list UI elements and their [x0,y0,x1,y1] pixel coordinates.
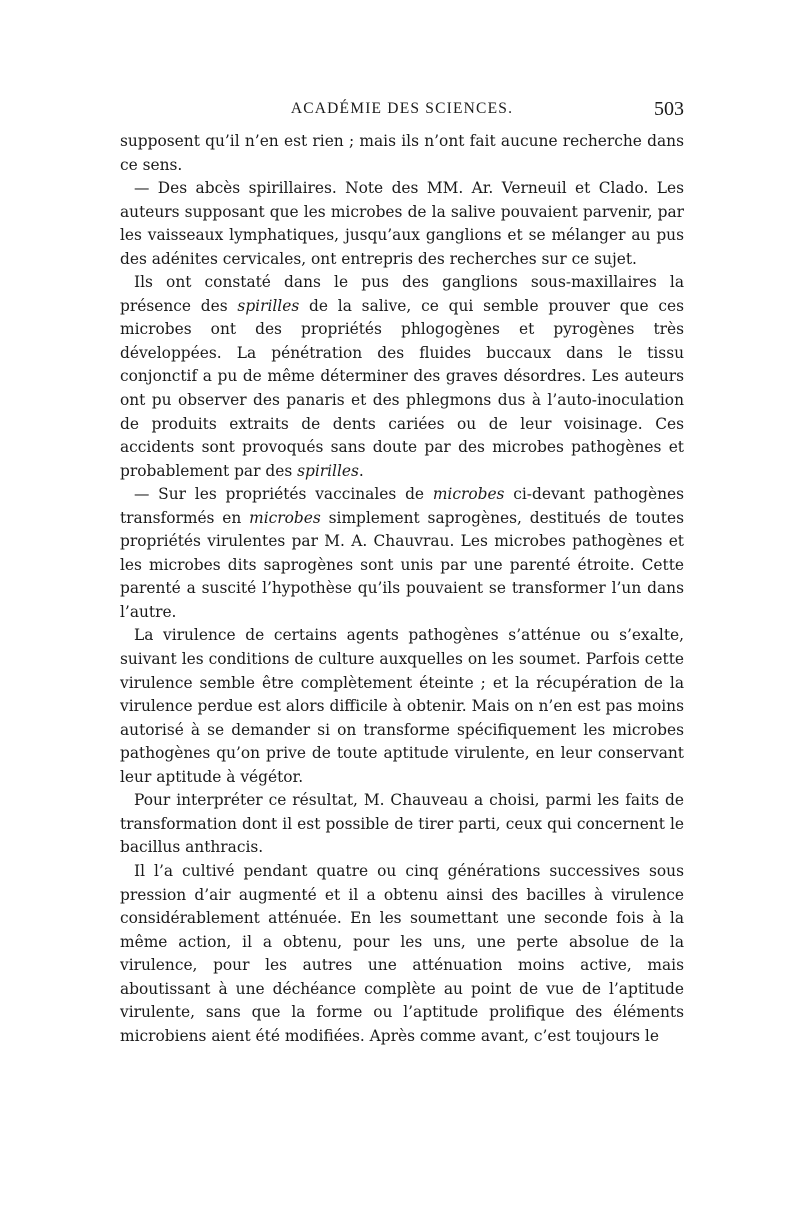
italic-term: microbes [249,508,321,527]
running-head [120,96,684,122]
text-run: — Sur les propriétés vaccinales de [134,485,433,504]
page-number: 503 [654,98,684,120]
running-title: ACADÉMIE DES SCIENCES. [290,100,514,117]
paragraph-2 [120,177,684,271]
paragraph-5 [120,624,684,789]
paragraph-4 [120,483,684,624]
text-run: Ils ont constaté dans le pus des ganglions sous-maxillaires la présence des [120,273,684,315]
paragraph-1 [120,130,684,177]
text-run: Il l’a cultivé pendant quatre ou cinq générations successives sous pression d’air augmenté et il a obtenu ainsi des bacilles à virulence considérablement atténuée. En les soumettant une seconde fois à la même action, il a obtenu, pour les uns, une perte absolue de la virulence, pour les autres une atténuation moins active, mais aboutissant à une déchéance complète au point de vue de l’aptitude virulente, sans que la forme ou l’aptitude prolifique des éléments microbiens aient été modifiées. Après comme avant, c’est toujours le [120,861,684,1045]
italic-term: spirilles [237,296,300,315]
text-run: . [358,461,364,480]
text-run: supposent qu’il n’en est rien ; mais ils n’ont fait aucune recherche dans ce sens. [120,132,684,174]
text-run: — Des abcès spirillaires. Note des MM. Ar. Verneuil et Clado. Les auteurs supposant que les microbes de la salive pouvaient parvenir, par les vaisseaux lymphatiques, jusqu’aux ganglions et se mélanger au pus des adénites cervicales, ont entrepris des recherches sur ce sujet. [120,179,684,268]
text-run: La virulence de certains agents pathogènes s’atténue ou s’exalte, suivant les conditions de culture auxquelles on les soumet. Parfois cette virulence semble être complètement éteinte ; et la récupération de la virulence perdue est alors difficile à obtenir. Mais on n’en est pas moins autorisé à se demander si on transforme spécifiquement les microbes pathogènes qu’on prive de toute aptitude virulente, en leur conservant leur aptitude à végétor. [120,626,684,786]
text-run: Pour interpréter ce résultat, M. Chauveau a choisi, parmi les faits de transformation dont il est possible de tirer parti, ceux qui concernent le bacillus anthracis. [120,791,684,857]
paragraph-6 [120,789,684,860]
text-run: simplement saprogènes, destitués de toutes propriétés virulentes par M. A. Chauvrau. Les microbes pathogènes et les microbes dits saprogènes sont unis par une parenté étroite. Cette parenté a suscité l’hypothèse qu’ils pouvaient se transformer l’un dans l’autre. [120,508,684,621]
italic-term: spirilles [297,461,359,480]
paragraph-3 [120,271,684,483]
text-run: ci-devant pathogènes transformés en [120,485,684,527]
body-text [120,130,684,1048]
text-run: de la salive, ce qui semble prouver que ces microbes ont des propriétés phlogogènes et pyrogènes très développées. La pénétration des fluides buccaux dans le tissu conjonctif a pu de même déterminer des graves désordres. Les auteurs ont pu observer des panaris et des phlegmons dus à l’auto-inoculation de produits extraits de dents cariées ou de leur voisinage. Ces accidents sont provoqués sans doute par des microbes pathogènes et probablement par des [120,296,684,480]
italic-term: microbes [432,485,505,504]
paragraph-7 [120,860,684,1048]
